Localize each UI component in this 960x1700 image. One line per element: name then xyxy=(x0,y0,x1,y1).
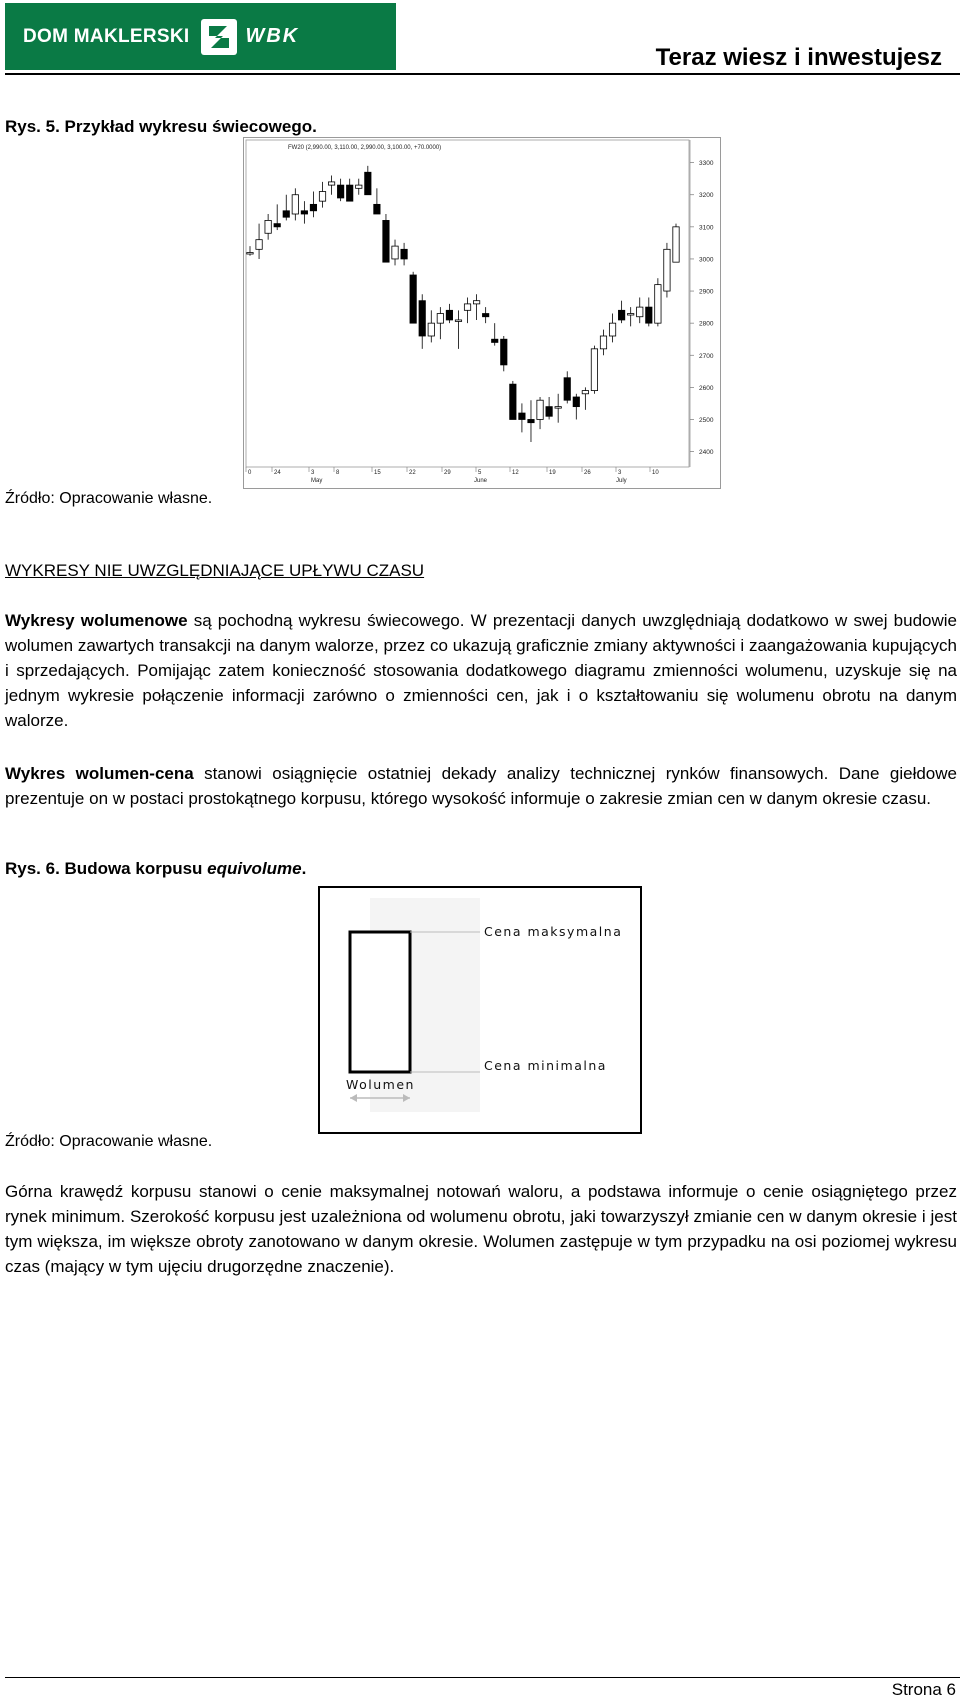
candle-body-bullish xyxy=(292,195,298,214)
logo-text-right: WBK xyxy=(245,25,300,47)
y-tick-label: 3100 xyxy=(699,224,714,232)
y-tick-label: 3300 xyxy=(699,160,714,168)
x-tick-label: 22 xyxy=(409,470,416,476)
x-tick-label: 19 xyxy=(549,470,556,476)
section-heading: WYKRESY NIE UWZGLĘDNIAJĄCE UPŁYWU CZASU xyxy=(5,561,425,580)
y-tick-label: 2900 xyxy=(699,288,714,296)
candle-body-bearish xyxy=(283,211,289,217)
candle-body-bearish xyxy=(482,314,488,317)
figure5-caption: Rys. 5. Przykład wykresu świecowego. xyxy=(5,117,317,136)
equivolume-diagram-svg xyxy=(320,888,640,1132)
label-max-price: Cena maksymalna xyxy=(484,924,623,939)
header-divider xyxy=(5,73,960,75)
x-tick-label: 29 xyxy=(444,470,451,476)
figure6-source: Źródło: Opracowanie własne. xyxy=(5,1133,213,1150)
candle-body-bullish xyxy=(464,304,470,310)
y-tick-label: 3000 xyxy=(699,256,714,264)
x-tick-label: 10 xyxy=(652,470,659,476)
caption-italic: equivolume xyxy=(207,859,302,878)
x-tick-label: 26 xyxy=(584,470,591,476)
caption-suffix: . xyxy=(301,859,307,878)
x-tick-label: 0 xyxy=(248,470,252,476)
candle-body-bullish xyxy=(428,323,434,336)
candle-body-bearish xyxy=(446,310,452,320)
y-tick-label: 2800 xyxy=(699,320,714,328)
candle-body-bullish xyxy=(673,227,679,262)
candle-body-bullish xyxy=(265,220,271,233)
y-tick-label: 2500 xyxy=(699,416,714,424)
x-tick-label: 5 xyxy=(478,470,482,476)
candle-body-bullish xyxy=(256,240,262,250)
candle-body-bearish xyxy=(374,204,380,214)
candle-body-bearish xyxy=(401,249,407,259)
term-volume-charts: Wykresy wolumenowe xyxy=(5,611,188,630)
chart-title: FW20 (2,990.00, 3,110.00, 2,990.00, 3,100.00, +70.0000) xyxy=(288,145,442,151)
x-tick-label: 15 xyxy=(374,470,381,476)
candle-body-bullish xyxy=(609,323,615,336)
page-number: Strona 6 xyxy=(891,1680,956,1699)
candle-body-bearish xyxy=(365,172,371,194)
bz-logo-icon xyxy=(199,17,239,57)
equivolume-body xyxy=(350,932,410,1072)
x-tick-label: 8 xyxy=(336,470,340,476)
volume-arrow-left-icon xyxy=(350,1094,357,1102)
caption-prefix: Rys. 6. Budowa korpusu xyxy=(5,859,208,878)
candle-body-bearish xyxy=(646,307,652,323)
header-slogan: Teraz wiesz i inwestujesz xyxy=(655,44,942,71)
candle-body-bullish xyxy=(247,253,253,255)
candlestick-chart xyxy=(243,137,721,489)
candle-body-bullish xyxy=(537,400,543,419)
candlestick-chart-svg xyxy=(244,138,720,488)
candle-body-bullish xyxy=(319,192,325,202)
candle-body-bearish xyxy=(528,419,534,422)
candle-body-bullish xyxy=(473,301,479,304)
term-volume-price: Wykres wolumen-cena xyxy=(5,764,194,783)
candle-body-bullish xyxy=(591,349,597,391)
candle-body-bearish xyxy=(618,310,624,320)
candle-body-bullish xyxy=(455,320,461,322)
candle-body-bullish xyxy=(600,336,606,349)
candle-body-bearish xyxy=(383,220,389,262)
label-volume: Wolumen xyxy=(346,1077,415,1092)
candle-body-bearish xyxy=(546,407,552,417)
y-tick-label: 2600 xyxy=(699,384,714,392)
figure6-caption xyxy=(5,859,306,879)
candle-body-bearish xyxy=(501,339,507,365)
candle-body-bearish xyxy=(274,224,280,227)
x-month-label: June xyxy=(474,478,488,484)
candle-body-bearish xyxy=(410,275,416,323)
candle-body-bearish xyxy=(564,378,570,400)
footer-divider xyxy=(5,1677,960,1678)
candle-body-bullish xyxy=(664,249,670,291)
y-tick-label: 3200 xyxy=(699,192,714,200)
candle-body-bearish xyxy=(301,211,307,214)
candle-body-bearish xyxy=(519,413,525,419)
logo-text-left: DOM MAKLERSKI xyxy=(23,25,190,47)
x-month-label: July xyxy=(616,478,627,484)
x-tick-label: 3 xyxy=(311,470,315,476)
candle-body-bearish xyxy=(510,384,516,419)
equivolume-diagram xyxy=(318,886,642,1134)
candle-body-bearish xyxy=(492,339,498,342)
candle-body-bullish xyxy=(628,314,634,316)
x-tick-label: 12 xyxy=(512,470,519,476)
x-tick-label: 3 xyxy=(618,470,622,476)
figure5-source: Źródło: Opracowanie własne. xyxy=(5,490,213,507)
candle-body-bearish xyxy=(573,397,579,407)
candle-body-bullish xyxy=(655,285,661,324)
candle-body-bearish xyxy=(419,301,425,336)
label-min-price: Cena minimalna xyxy=(484,1058,607,1073)
candle-body-bearish xyxy=(337,185,343,198)
paragraph-text: stanowi osiągnięcie ostatniej dekady analizy technicznej rynków finansowych. Dane giełdowe prezentuje on w postaci prostokątnego korpusu, którego wysokość informuje o zakresie zmian cen w danym okresie czasu. xyxy=(5,764,957,808)
candle-body-bullish xyxy=(328,182,334,185)
candle-body-bullish xyxy=(356,185,362,188)
candle-body-bullish xyxy=(582,391,588,394)
candle-body-bullish xyxy=(392,246,398,259)
candle-body-bearish xyxy=(310,204,316,210)
candle-body-bullish xyxy=(637,307,643,317)
paragraph-volume-charts xyxy=(5,608,957,733)
candle-body-bullish xyxy=(555,407,561,409)
paragraph-body-explanation: Górna krawędź korpusu stanowi o cenie maksymalnej notowań waloru, a podstawa informuje o cenie osiągniętego przez rynek minimum. Szerokość korpusu jest uzależniona od wolumenu obrotu, jaki towarzyszył zmianie cen w danym okresie i jest tym większa, im większe obroty zanotowano w danym okresie. Wolumen zastępuje w tym przypadku na osi poziomej wykresu czas (mający w tym ujęciu drugorzędne znaczenie). xyxy=(5,1182,957,1276)
paragraph-equivolume xyxy=(5,761,957,811)
y-tick-label: 2700 xyxy=(699,352,714,360)
paragraph-text: są pochodną wykresu świecowego. W prezentacji danych uwzględniają dodatkowo w swej budowie wolumen zawartych transakcji na danym walorze, przez co ukazują graficznie zmiany aktywności i zaangażowania kupujących i sprzedających. Pomijając zatem konieczność stosowania dodatkowego diagramu zmienności wolumenu, uzyskuje się na jednym wykresie połączenie informacji zarówno o zmienności cen, jak i o kształtowaniu się wolumenu obrotu na danym walorze. xyxy=(5,611,957,730)
x-tick-label: 24 xyxy=(274,470,281,476)
y-tick-label: 2400 xyxy=(699,449,714,457)
candle-body-bullish xyxy=(437,314,443,324)
x-month-label: May xyxy=(311,478,323,484)
candle-body-bearish xyxy=(347,185,353,201)
